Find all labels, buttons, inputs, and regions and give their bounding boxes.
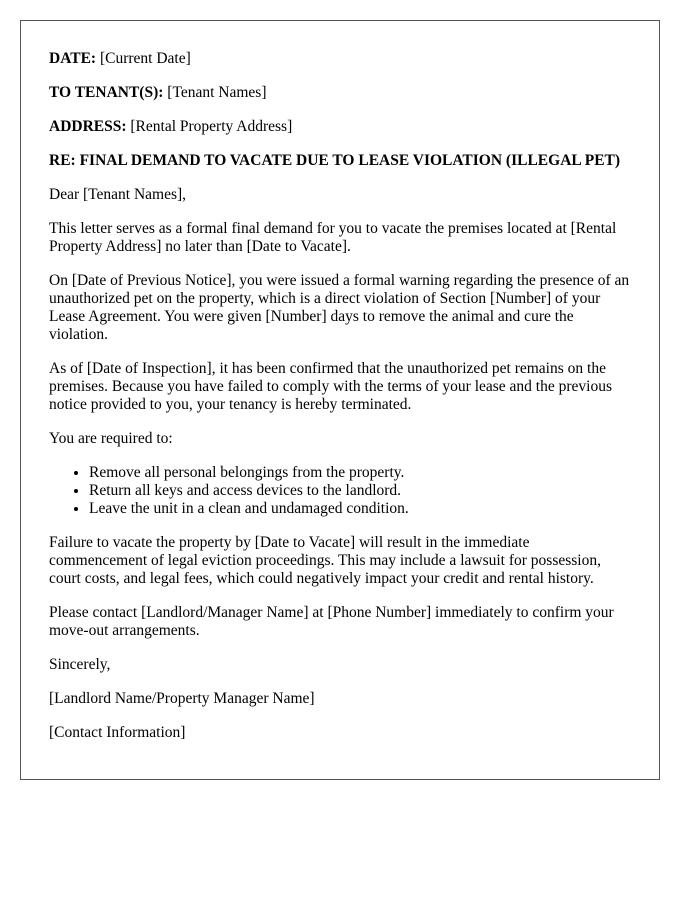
requirements-list (49, 464, 631, 518)
tenant-label: TO TENANT(S): (49, 84, 164, 101)
address-value: [Rental Property Address] (130, 118, 293, 135)
date-line (49, 50, 631, 68)
date-label: DATE: (49, 50, 97, 67)
requirement-item: • Remove all personal belongings from the property. (89, 464, 631, 482)
body-paragraph-5: Please contact [Landlord/Manager Name] at [Phone Number] immediately to confirm your move-out arrangements. (49, 604, 614, 639)
recipient-block (49, 84, 631, 136)
body-paragraph-4: Failure to vacate the property by [Date to Vacate] will result in the immediate commencement of legal eviction proceedings. This may include a lawsuit for possession, court costs, and legal fees, which could negatively impact your credit and rental history. (49, 534, 601, 587)
subject-line: RE: FINAL DEMAND TO VACATE DUE TO LEASE VIOLATION (ILLEGAL PET) (49, 152, 621, 169)
address-label: ADDRESS: (49, 118, 127, 135)
requirements-intro: You are required to: (49, 430, 173, 447)
signer-contact: [Contact Information] (49, 724, 186, 741)
tenant-line (49, 84, 631, 102)
salutation: Dear [Tenant Names], (49, 186, 187, 203)
tenant-value: [Tenant Names] (167, 84, 267, 101)
signer-name: [Landlord Name/Property Manager Name] (49, 690, 315, 707)
date-value: [Current Date] (99, 50, 191, 67)
address-line (49, 118, 631, 136)
body-paragraph-3: As of [Date of Inspection], it has been confirmed that the unauthorized pet remains on the premises. Because you have failed to comply with the terms of your lease and the previous notice provided to you, your tenancy is hereby terminated. (49, 360, 613, 413)
body-paragraph-1: This letter serves as a formal final demand for you to vacate the premises located at [Rental Property Address] no later than [Date to Vacate]. (49, 220, 617, 255)
signature-block (49, 690, 631, 742)
demand-letter (20, 20, 660, 780)
valediction: Sincerely, (49, 656, 111, 673)
body-paragraph-2: On [Date of Previous Notice], you were issued a formal warning regarding the presence of an unauthorized pet on the property, which is a direct violation of Section [Number] of your Lease Agreement. You were given [Number] days to remove the animal and cure the violation. (49, 272, 630, 343)
requirement-item: • Return all keys and access devices to the landlord. (89, 482, 631, 500)
requirement-item: • Leave the unit in a clean and undamaged condition. (89, 500, 631, 518)
